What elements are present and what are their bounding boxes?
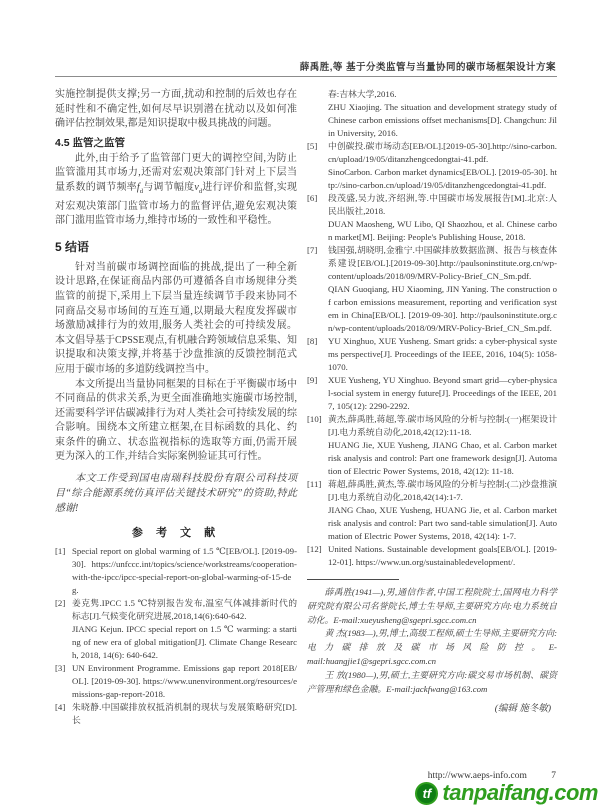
reference-item	[307, 478, 557, 543]
references-right	[307, 140, 557, 569]
author-bio: 薛禹胜(1941—),男,通信作者,中国工程院院士,国网电力科学研究院有限公司名誉院长,博士生导师,主要研究方向:电力系统自动化。E-mail:xueyusheng@sgepri.sgcc.com.cn	[307, 587, 557, 625]
reference-number: [5]	[307, 141, 318, 151]
author-bio: 王 放(1980—),男,硕士,主要研究方向:碳交易市场机制、碳资产管理和绿色金融。E-mail:jackfwang@163.com	[307, 669, 557, 694]
reference-text-zh: 蒋超,薛禹胜,黄杰,等.碳市场风险的分析与控制:(二)沙盘推演[J].电力系统自动化,2018,42(14):1-7.	[328, 479, 557, 502]
variable-v: v	[194, 181, 199, 193]
references-heading: 参 考 文 献	[131, 527, 221, 540]
reference-text-en: SinoCarbon. Carbon market dynamics[EB/OL]. [2019-05-30]. http://sino-carbon.cn/upload/19/05/ditanzhengcedongtai-41.pdf.	[328, 167, 557, 190]
reference-item	[307, 192, 557, 244]
section-5-heading: 5 结语	[55, 239, 90, 254]
reference-text-en: United Nations. Sustainable development goals[EB/OL]. [2019-12-01]. https://www.un.org/sustainabledevelopment/.	[328, 544, 557, 567]
variable-f-subscript: d	[139, 187, 143, 195]
page-number: 7	[551, 771, 556, 781]
reference-item	[55, 701, 297, 727]
text-run: 进行评价和监督,实现对宏观决策部门监管市场力的监督评估,避免宏观决策部门滥用监管市场力,维持市场的一致性和平稳性。	[55, 181, 298, 227]
text-run: 与调节幅度	[142, 181, 195, 193]
paragraph-continuation: 实施控制提供支撑;另一方面,扰动和控制的后效也存在延时性和不确定性,如何尽早识别潜在扰动以及如何准确评估控制效果,都是知识提取中极具挑战的问题。	[55, 89, 297, 130]
reference-number: [2]	[55, 598, 66, 609]
reference-text-en: XUE Yusheng, YU Xinghuo. Beyond smart grid—cyber-physical-social system in energy future[J]. Proceedings of the IEEE, 2017, 105(12): 2290-2292.	[328, 375, 557, 411]
reference-text-zh: 钱国强,胡晓明,金雅宁.中国碳排放数据监测、报告与核查体系建设[EB/OL].[2019-09-30].http://paulsoninstitute.org.cn/wp-content/uploads/2018/09/MRV-Policy-Brief_CN_Sm.pdf.	[328, 245, 557, 281]
tanpaifang-watermark	[415, 780, 598, 806]
editor-credit: (编辑 施冬敏)	[494, 704, 551, 715]
author-bios	[307, 586, 557, 714]
author-bio-divider	[307, 579, 399, 580]
reference-text-en: QIAN Guoqiang, HU Xiaoming, JIN Yaning. The construction of carbon emissions measurement, reporting and verification system in China[EB/OL]. [2019-09-30]. http://paulsoninstitute.org.cn/wp-content/uploads/2018/09/MRV-Policy-Brief_CN_Sm.pdf.	[328, 284, 557, 333]
reference-item	[55, 597, 297, 662]
reference-text-zh: 黄杰,薛禹胜,蒋超,等.碳市场风险的分析与控制:(一)框架设计[J].电力系统自动化,2018,42(12):11-18.	[328, 414, 557, 437]
tanpaifang-logo-icon	[415, 782, 438, 805]
references-left	[55, 545, 297, 727]
text-run: 此外,由于给予了监管部门更大的调控空间,为防止监管滥用其市场力,还需对宏观决策部门针对上下层当量系数的调节频率	[55, 152, 297, 193]
variable-f: f	[136, 181, 140, 193]
reference-number: [6]	[307, 193, 318, 203]
reference-item	[307, 543, 557, 569]
reference-4-continuation	[307, 88, 557, 140]
reference-text-en: JIANG Chao, XUE Yusheng, HUANG Jie, et al. Carbon market risk analysis and control: Part two sand-table simulation[J]. Automation of Electric Power Systems, 2018, 42(14): 1-7.	[328, 505, 557, 541]
logo-glyph: tf	[422, 785, 432, 801]
reference-item	[307, 335, 557, 374]
section-4-5-heading: 4.5 监管之监管	[55, 136, 126, 149]
header-rule	[55, 76, 557, 77]
right-column	[307, 88, 557, 714]
reference-text-zh: 中创碳投.碳市场动态[EB/OL].[2019-05-30].http://sino-carbon.cn/upload/19/05/ditanzhengcedongtai-41.pdf.	[328, 141, 557, 164]
watermark-site-text: tanpaifang.com	[442, 780, 598, 805]
reference-number: [7]	[307, 245, 318, 255]
conclusion-paragraph-1: 针对当前碳市场调控面临的挑战,提出了一种全新设计思路,在保证商品内部仍可遵循各自市场规律分类监管的前提下,采用上下层当量连续调节手段来协同不同商品交易市场间的互连互通,以期最大程度发挥碳市场激励减排行为的效用,服务人类社会的可持续发展。本文倡导基于CPSSE观点,有机融合跨领域信息采集、知识提取和决策支撑,并将基于沙盘推演的反馈控制范式应用于碳市场的多道防线调控当中。	[55, 261, 297, 375]
reference-number: [10]	[307, 414, 322, 424]
reference-item	[307, 244, 557, 335]
reference-text-en: YU Xinghuo, XUE Yusheng. Smart grids: a cyber-physical systems perspective[J]. Proceedings of the IEEE, 2016, 104(5): 1058-1070.	[328, 336, 557, 372]
running-head: 薛禹胜,等 基于分类监管与当量协同的碳市场框架设计方案	[299, 62, 556, 73]
reference-number: [11]	[307, 479, 322, 489]
reference-item	[307, 140, 557, 192]
reference-item	[55, 545, 297, 597]
section-4-5-paragraph	[55, 152, 297, 229]
reference-number: [3]	[55, 663, 66, 674]
reference-text-zh: 朱晓静.中国碳排放权抵消机制的现状与发展策略研究[D].长	[72, 702, 297, 726]
reference-number: [1]	[55, 546, 66, 557]
reference-item	[55, 662, 297, 701]
author-bio: 黄 杰(1983—),男,博士,高级工程师,硕士生导师,主要研究方向:电力碳排放及碳市场风险防控。E-mail:huangjie1@sgepri.sgcc.com.cn	[307, 628, 557, 666]
reference-number: [8]	[307, 336, 318, 346]
reference-number: [4]	[55, 702, 66, 713]
reference-text-en: Special report on global warming of 1.5 ℃[EB/OL]. [2019-09-30]. https://unfccc.int/topics/science/workstreams/cooperation-with-the-ipcc/ipcc-special-report-on-global-warming-of-15-deg.	[72, 546, 297, 596]
reference-item	[307, 413, 557, 478]
conclusion-paragraph-2: 本文所提出当量协同框架的目标在于平衡碳市场中不同商品的供求关系,为更全面准确地实施碳市场控制,还需要科学评估碳减排行为对人类社会可持续发展的综合影响。围绕本文所建立框架,在目标函数的具化、约束条件的确立、状态监视指标的选取等方面,仍需开展更为深入的工作,并结合实际案例验证其可行性。	[55, 378, 297, 463]
reference-text-en: HUANG Jie, XUE Yusheng, JIANG Chao, et al. Carbon market risk analysis and control: Part one framework design[J]. Automation of Electric Power Systems, 2018, 42(12): 11-18.	[328, 440, 557, 476]
reference-text-en: UN Environment Programme. Emissions gap report 2018[EB/OL]. [2019-09-30]. https://www.unenvironment.org/resources/emissions-gap-report-2018.	[72, 663, 297, 700]
reference-text-en: ZHU Xiaojing. The situation and development strategy study of Chinese carbon emissions offset mechanisms[D]. Changchun: Jilin University, 2016.	[328, 102, 557, 138]
reference-text-en: DUAN Maosheng, WU Libo, QI Shaozhou, et al. Chinese carbon market[M]. Beijing: People's Publishing House, 2018.	[328, 219, 557, 242]
acknowledgment: 本文工作受到国电南瑞科技股份有限公司科技项目“综合能源系统仿真评估关键技术研究”的资助,特此感谢!	[55, 473, 297, 515]
reference-text-en: JIANG Kejun. IPCC special report on 1.5 ℃ warming: a starting of new era of global mitigation[J]. Climate Change Research, 2018, 14(6): 640-642.	[72, 624, 297, 661]
variable-v-subscript: d	[198, 187, 203, 195]
reference-text-zh: 春:吉林大学,2016.	[328, 89, 397, 99]
reference-number: [9]	[307, 375, 318, 385]
reference-item	[307, 374, 557, 413]
journal-url: http://www.aeps-info.com	[427, 771, 527, 781]
left-column	[55, 88, 297, 727]
reference-number: [12]	[307, 544, 322, 554]
reference-text-zh: 姜克隽.IPCC 1.5 ℃特别报告发布,温室气体减排新时代的标志[J].气候变化研究进展,2018,14(6):640-642.	[72, 598, 297, 622]
reference-text-zh: 段茂盛,吴力波,齐绍洲,等.中国碳市场发展报告[M].北京:人民出版社,2018.	[328, 193, 557, 216]
